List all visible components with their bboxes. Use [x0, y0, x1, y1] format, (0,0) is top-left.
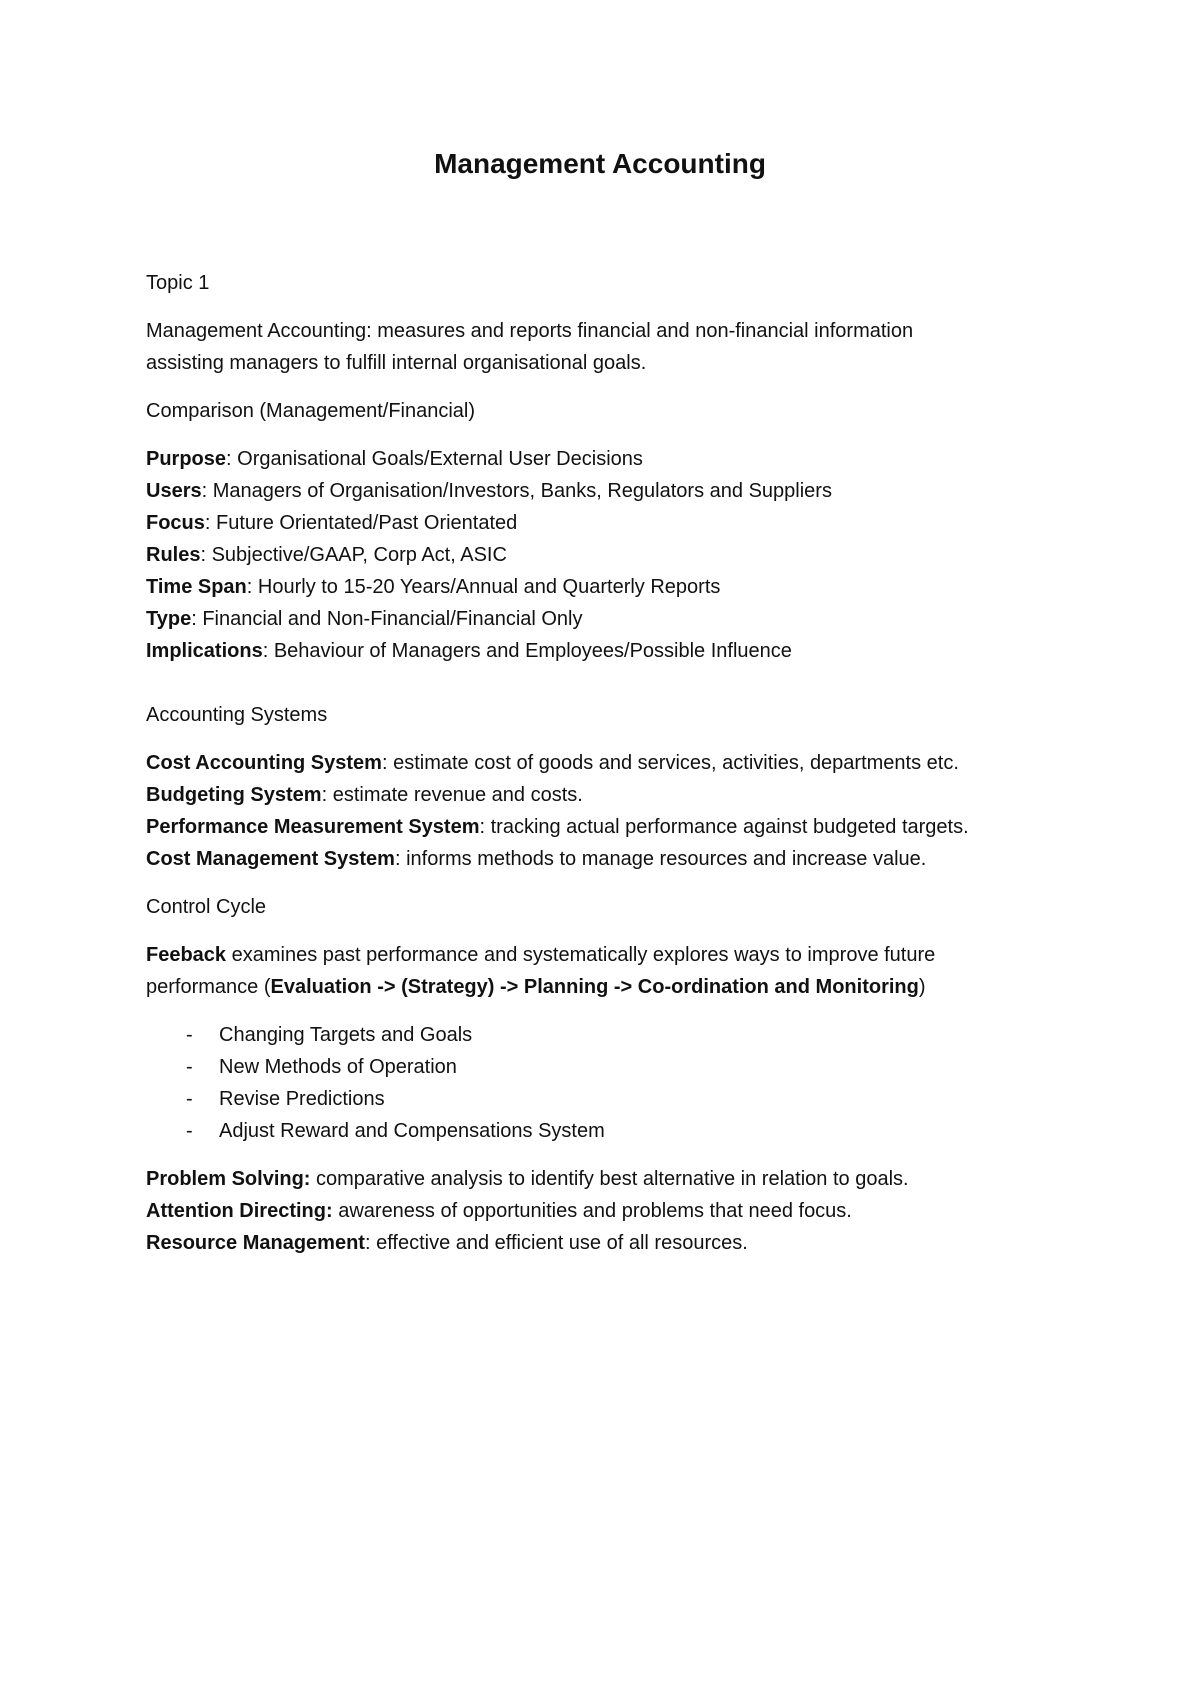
feedback-text-1: examines past performance and systematically explores ways to improve future [226, 944, 936, 966]
comparison-type-label: Type [146, 608, 192, 630]
role-attention-directing [146, 1195, 1106, 1227]
comparison-users [146, 475, 1106, 507]
comparison-time-span-text: : Hourly to 15-20 Years/Annual and Quarterly Reports [246, 576, 721, 598]
comparison-rules-text: : Subjective/GAAP, Corp Act, ASIC [200, 544, 507, 566]
comparison-heading: Comparison (Management/Financial) [146, 400, 476, 422]
definition-line-2: assisting managers to fulfill internal organisational goals. [146, 352, 647, 374]
feedback-cycle-steps: Evaluation -> (Strategy) -> Planning -> Co-ordination and Monitoring [270, 976, 919, 998]
topic-label: Topic 1 [146, 272, 210, 294]
role-resource-management-text: : effective and efficient use of all resources. [364, 1232, 748, 1254]
role-problem-solving [146, 1163, 1106, 1195]
feedback-label: Feeback [146, 944, 227, 966]
system-cost-accounting-text: : estimate cost of goods and services, activities, departments etc. [381, 752, 959, 774]
comparison-purpose-label: Purpose [146, 448, 227, 470]
comparison-purpose [146, 443, 1106, 475]
system-cost-accounting-label: Cost Accounting System [146, 752, 382, 774]
comparison-rules [146, 539, 1106, 571]
list-item-text: Changing Targets and Goals [219, 1024, 473, 1046]
comparison-time-span [146, 571, 1106, 603]
system-performance-measurement-text: : tracking actual performance against budgeted targets. [479, 816, 969, 838]
comparison-implications-label: Implications [146, 640, 263, 662]
definition-line-1: Management Accounting: measures and reports financial and non-financial information [146, 320, 914, 342]
dash-bullet: - [186, 1120, 193, 1142]
list-item [146, 1115, 1106, 1147]
system-cost-management [146, 843, 1106, 875]
comparison-time-span-label: Time Span [146, 576, 247, 598]
role-problem-solving-label: Problem Solving: [146, 1168, 311, 1190]
page-title: Management Accounting [434, 148, 766, 179]
system-performance-measurement [146, 811, 1106, 843]
comparison-implications [146, 635, 1106, 667]
list-item-text: Adjust Reward and Compensations System [219, 1120, 605, 1142]
dash-bullet: - [186, 1088, 193, 1110]
comparison-type-text: : Financial and Non-Financial/Financial Only [191, 608, 583, 630]
comparison-focus-label: Focus [146, 512, 205, 534]
list-item-text: Revise Predictions [219, 1088, 385, 1110]
system-cost-management-label: Cost Management System [146, 848, 395, 870]
dash-bullet: - [186, 1056, 193, 1078]
role-attention-directing-text: awareness of opportunities and problems that need focus. [332, 1200, 852, 1222]
feedback-line-2 [146, 971, 1106, 1003]
role-resource-management-label: Resource Management [146, 1232, 365, 1254]
comparison-focus [146, 507, 1106, 539]
feedback-line-1 [146, 939, 1106, 971]
role-attention-directing-label: Attention Directing: [146, 1200, 333, 1222]
role-resource-management [146, 1227, 1106, 1259]
system-budgeting-label: Budgeting System [146, 784, 322, 806]
systems-heading: Accounting Systems [146, 704, 328, 726]
comparison-users-label: Users [146, 480, 202, 502]
comparison-rules-label: Rules [146, 544, 201, 566]
system-budgeting-text: : estimate revenue and costs. [321, 784, 583, 806]
feedback-close-paren: ) [918, 976, 926, 998]
system-performance-measurement-label: Performance Measurement System [146, 816, 480, 838]
dash-bullet: - [186, 1024, 193, 1046]
list-item-text: New Methods of Operation [219, 1056, 457, 1078]
list-item [146, 1083, 1106, 1115]
role-problem-solving-text: comparative analysis to identify best alternative in relation to goals. [310, 1168, 909, 1190]
comparison-type [146, 603, 1106, 635]
comparison-purpose-text: : Organisational Goals/External User Decisions [226, 448, 643, 470]
list-item [146, 1019, 1106, 1051]
system-budgeting [146, 779, 1106, 811]
system-cost-management-text: : informs methods to manage resources and increase value. [394, 848, 927, 870]
feedback-text-2: performance ( [146, 976, 271, 998]
comparison-implications-text: : Behaviour of Managers and Employees/Possible Influence [262, 640, 792, 662]
feedback-list [146, 1019, 1106, 1147]
document-body [146, 267, 1106, 1259]
system-cost-accounting [146, 747, 1106, 779]
list-item [146, 1051, 1106, 1083]
comparison-users-text: : Managers of Organisation/Investors, Banks, Regulators and Suppliers [201, 480, 832, 502]
comparison-focus-text: : Future Orientated/Past Orientated [204, 512, 518, 534]
control-cycle-heading: Control Cycle [146, 896, 267, 918]
